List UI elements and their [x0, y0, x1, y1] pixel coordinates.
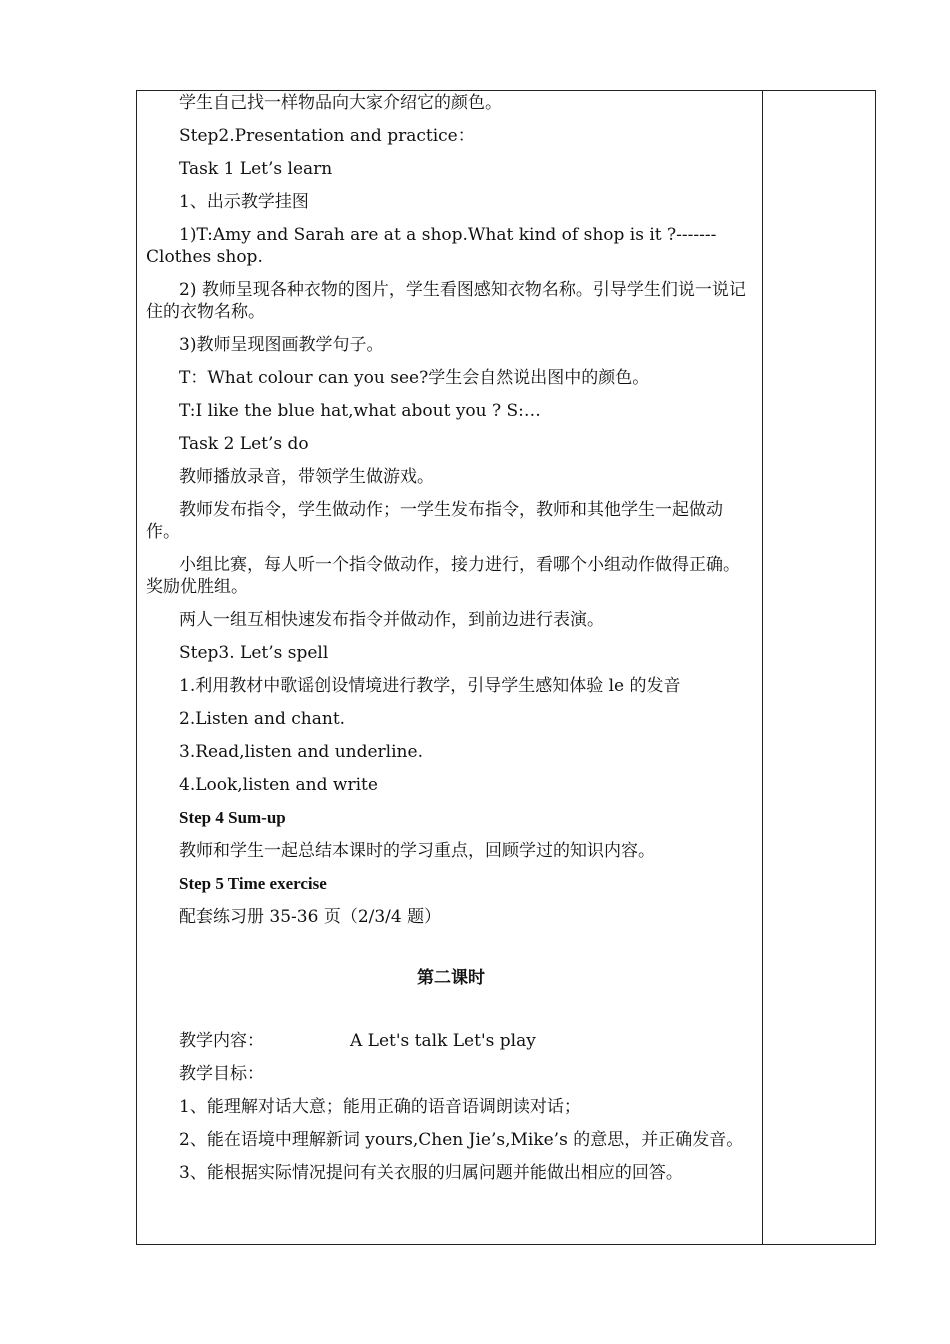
goal-item: 1、能理解对话大意；能用正确的语音语调朗读对话； [179, 1097, 581, 1117]
text-line: T：What colour can you see?学生会自然说出图中的颜色。 [179, 368, 650, 388]
text-line: 教师和学生一起总结本课时的学习重点，回顾学过的知识内容。 [179, 841, 655, 861]
step-heading-bold: Step 5 Time exercise [179, 874, 327, 893]
step-heading-bold: Step 4 Sum-up [179, 808, 286, 827]
text-line: 教师播放录音，带领学生做游戏。 [179, 467, 434, 487]
text-line: 学生自己找一样物品向大家介绍它的颜色。 [179, 93, 502, 113]
text-line: 两人一组互相快速发布指令并做动作，到前边进行表演。 [179, 610, 604, 630]
task-heading: Task 2 Let’s do [179, 434, 309, 454]
goal-item: 2、能在语境中理解新词 yours,Chen Jie’s,Mike’s 的意思，并正确发音。 [179, 1130, 744, 1150]
lesson-plan-cell [146, 92, 756, 1195]
goals-label: 教学目标： [179, 1064, 264, 1084]
lesson-title: 第二课时 [417, 968, 485, 988]
spacer [146, 939, 756, 967]
text-line: 小组比赛，每人听一个指令做动作，接力进行，看哪个小组动作做得正确。奖励优胜组。 [146, 555, 740, 597]
task-heading: Task 1 Let’s learn [179, 159, 333, 179]
text-line: 1.利用教材中歌谣创设情境进行教学，引导学生感知体验 le 的发音 [179, 676, 681, 696]
text-line: 4.Look,listen and write [179, 775, 378, 795]
text-line: 配套练习册 35-36 页（2/3/4 题） [179, 907, 442, 927]
step-heading: Step3. Let’s spell [179, 643, 329, 663]
content-line [146, 1030, 756, 1052]
text-line: 2.Listen and chant. [179, 709, 346, 729]
text-line: 1)T:Amy and Sarah are at a shop.What kind of shop is it ?-------Clothes shop. [146, 225, 717, 267]
text-line: 1、出示教学挂图 [179, 192, 309, 212]
table-column-divider [762, 90, 763, 1245]
step-heading: Step2.Presentation and practice： [179, 126, 475, 146]
goal-item: 3、能根据实际情况提问有关衣服的归属问题并能做出相应的回答。 [179, 1163, 683, 1183]
content-label: 教学内容： [179, 1031, 264, 1051]
text-line: T:I like the blue hat,what about you ? S:… [179, 401, 541, 421]
text-line: 2) 教师呈现各种衣物的图片，学生看图感知衣物名称。引导学生们说一说记住的衣物名称。 [146, 280, 746, 322]
text-line: 3)教师呈现图画教学句子。 [179, 335, 384, 355]
content-value: A Let's talk Let's play [350, 1031, 536, 1051]
text-line: 教师发布指令，学生做动作；一学生发布指令，教师和其他学生一起做动作。 [146, 500, 723, 542]
spacer [146, 1000, 756, 1030]
text-line: 3.Read,listen and underline. [179, 742, 423, 762]
